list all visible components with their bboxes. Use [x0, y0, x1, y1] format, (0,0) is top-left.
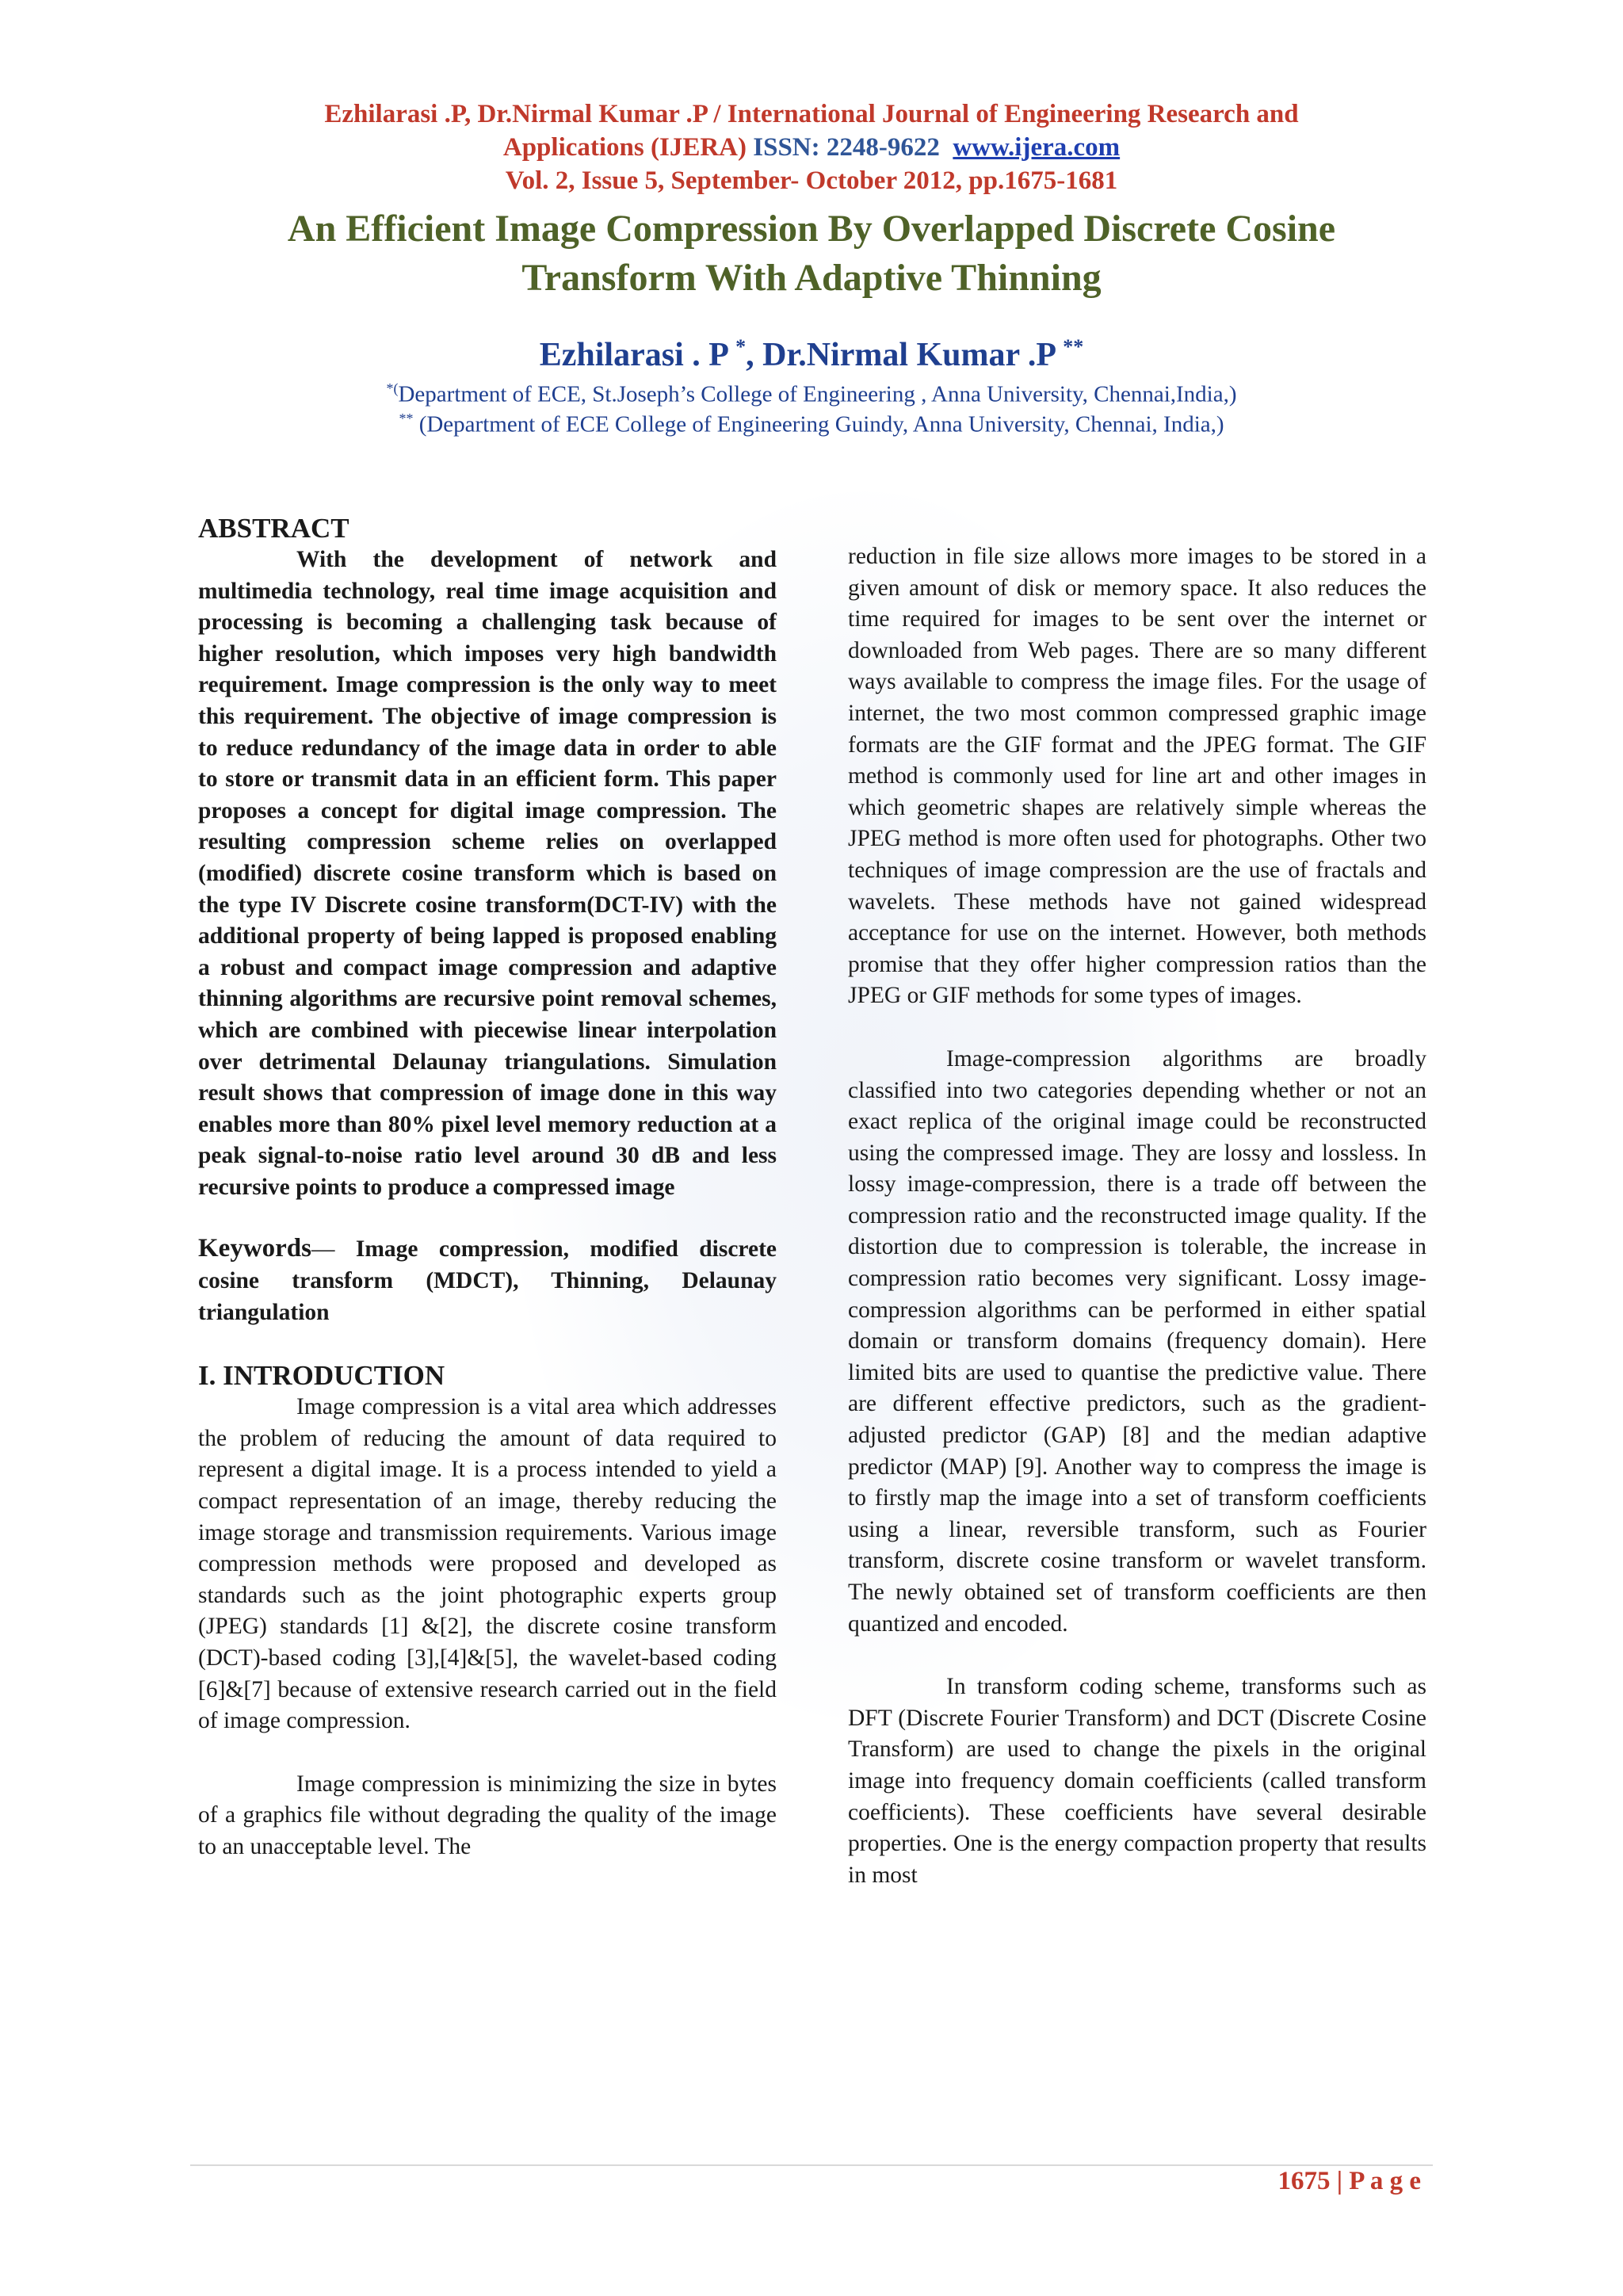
author-1-mark: * [735, 335, 747, 358]
introduction-paragraph-1: Image compression is a vital area which addresses the problem of reducing the amount of data required to represent a digital image. It is a process intended to yield a compact representation of an image, thereby reducing the image storage and transmission requirements. Various image compression methods were proposed and developed as standards such as the joint photographic experts group (JPEG) standards [1] &[2], the discrete cosine transform (DCT)-based coding [3],[4]&[5], the wavelet-based coding [6]&[7] because of extensive research carried out in the field of image compression. [198, 1394, 777, 1734]
body-paragraph-1: reduction in file size allows more images to be stored in a given amount of disk or memory space. It also reduces the time required for images to be sent over the internet or downloaded from Web pages. There are so many different ways available to compress the image files. For the usage of internet, the two most common compressed graphic image formats are the GIF format and the JPEG format. The GIF method is commonly used for line art and other images in which geometric shapes are relatively simple whereas the JPEG method is more often used for photographs. Other two techniques of image compression are the use of fractals and wavelets. These methods have not gained widespread acceptance for use on the internet. However, both methods promise that they offer higher compression ratios than the JPEG or GIF methods for some types of images. [848, 544, 1426, 1009]
paper-title-line1: An Efficient Image Compression By Overlapped Discrete Cosine [287, 208, 1336, 250]
affiliation-2 [0, 411, 1623, 438]
body-paragraph-3: In transform coding scheme, transforms such as DFT (Discrete Fourier Transform) and DCT (Discrete Cosine Transform) are used to change the pixels in the original image into frequency domain coefficients (called transform coefficients). These coefficients have several desirable properties. One is the energy compaction property that results in most [848, 1674, 1426, 1888]
introduction-paragraph-2: Image compression is minimizing the size in bytes of a graphics file without degrading the quality of the image to an unacceptable level. The [198, 1771, 777, 1859]
left-column [198, 513, 777, 1863]
author-2-mark: ** [1063, 335, 1084, 358]
affiliation-2-mark: ** [399, 411, 414, 426]
keywords-text: Image compression, modified discrete cosine transform (MDCT), Thinning, Delaunay triangulation [198, 1236, 777, 1325]
right-column [848, 541, 1426, 1891]
author-1: Ezhilarasi . P [539, 337, 736, 373]
journal-link[interactable]: www.ijera.com [953, 133, 1121, 162]
affiliation-1 [0, 380, 1623, 408]
paper-title-line2: Transform With Adaptive Thinning [521, 257, 1102, 299]
affiliation-2-text: (Department of ECE College of Engineering Guindy, Anna University, Chennai, India,) [413, 411, 1224, 437]
footer-rule [190, 2164, 1433, 2166]
keywords-dash: — [311, 1236, 356, 1263]
issn: ISSN: 2248-9622 [753, 133, 940, 162]
body-paragraph-2: Image-compression algorithms are broadly classified into two categories depending whether or not an exact replica of the original image could be reconstructed using the compressed image. They are lossy and lossless. In lossy image-compression, there is a trade off between the compression ratio and the reconstructed image quality. If the distortion due to compression is tolerable, the increase in compression ratio becomes very significant. Lossy image-compression algorithms can be performed in either spatial domain or transform domains (frequency domain). Here limited bits are used to quantise the predictive value. There are different effective predictors, such as the gradient-adjusted predictor (GAP) [8] and the median adaptive predictor (MAP) [9]. Another way to compress the image is to firstly map the image into a set of transform coefficients using a linear, reversible transform, such as Fourier transform, discrete cosine transform or wavelet transform. The newly obtained set of transform coefficients are then quantized and encoded. [848, 1045, 1426, 1637]
affiliation-1-mark: *( [386, 380, 399, 396]
author-2: , Dr.Nirmal Kumar .P [746, 337, 1064, 373]
page-number: 1675 | P a g e [1277, 2167, 1421, 2195]
keywords-paragraph [198, 1233, 777, 1328]
abstract-text: With the development of network and multimedia technology, real time image acquisition and processing is becoming a challenging task because of higher resolution, which imposes very high bandwidth requirement. Image compression is the only way to meet this requirement. The objective of image compression is to reduce redundancy of the image data in order to able to store or transmit data in an efficient form. This paper proposes a concept for digital image compression. The resulting compression scheme relies on overlapped (modified) discrete cosine transform which is based on the type IV Discrete cosine transform(DCT-IV) with the additional property of being lapped is proposed enabling a robust and compact image compression and adaptive thinning algorithms are recursive point removal schemes, which are combined with piecewise linear interpolation over detrimental Delaunay triangulations. Simulation result shows that compression of image done in this way enables more than 80% pixel level memory reduction at a peak signal-to-noise ratio level around 30 dB and less recursive points to produce a compressed image [198, 547, 777, 1200]
introduction-heading: I. INTRODUCTION [198, 1360, 445, 1392]
paper-title [0, 204, 1623, 303]
journal-abbrev: Applications (IJERA) [502, 133, 747, 162]
volume-issue: Vol. 2, Issue 5, September- October 2012, pp.1675-1681 [505, 166, 1118, 195]
affiliation-1-text: Department of ECE, St.Joseph’s College of Engineering , Anna University, Chennai,India,) [398, 381, 1237, 407]
author-line [0, 335, 1623, 374]
keywords-label: Keywords [198, 1234, 311, 1263]
running-header-line2 [0, 132, 1623, 163]
running-header-line1: Ezhilarasi .P, Dr.Nirmal Kumar .P / International Journal of Engineering Research and [324, 100, 1299, 128]
abstract-heading: ABSTRACT [198, 513, 349, 544]
